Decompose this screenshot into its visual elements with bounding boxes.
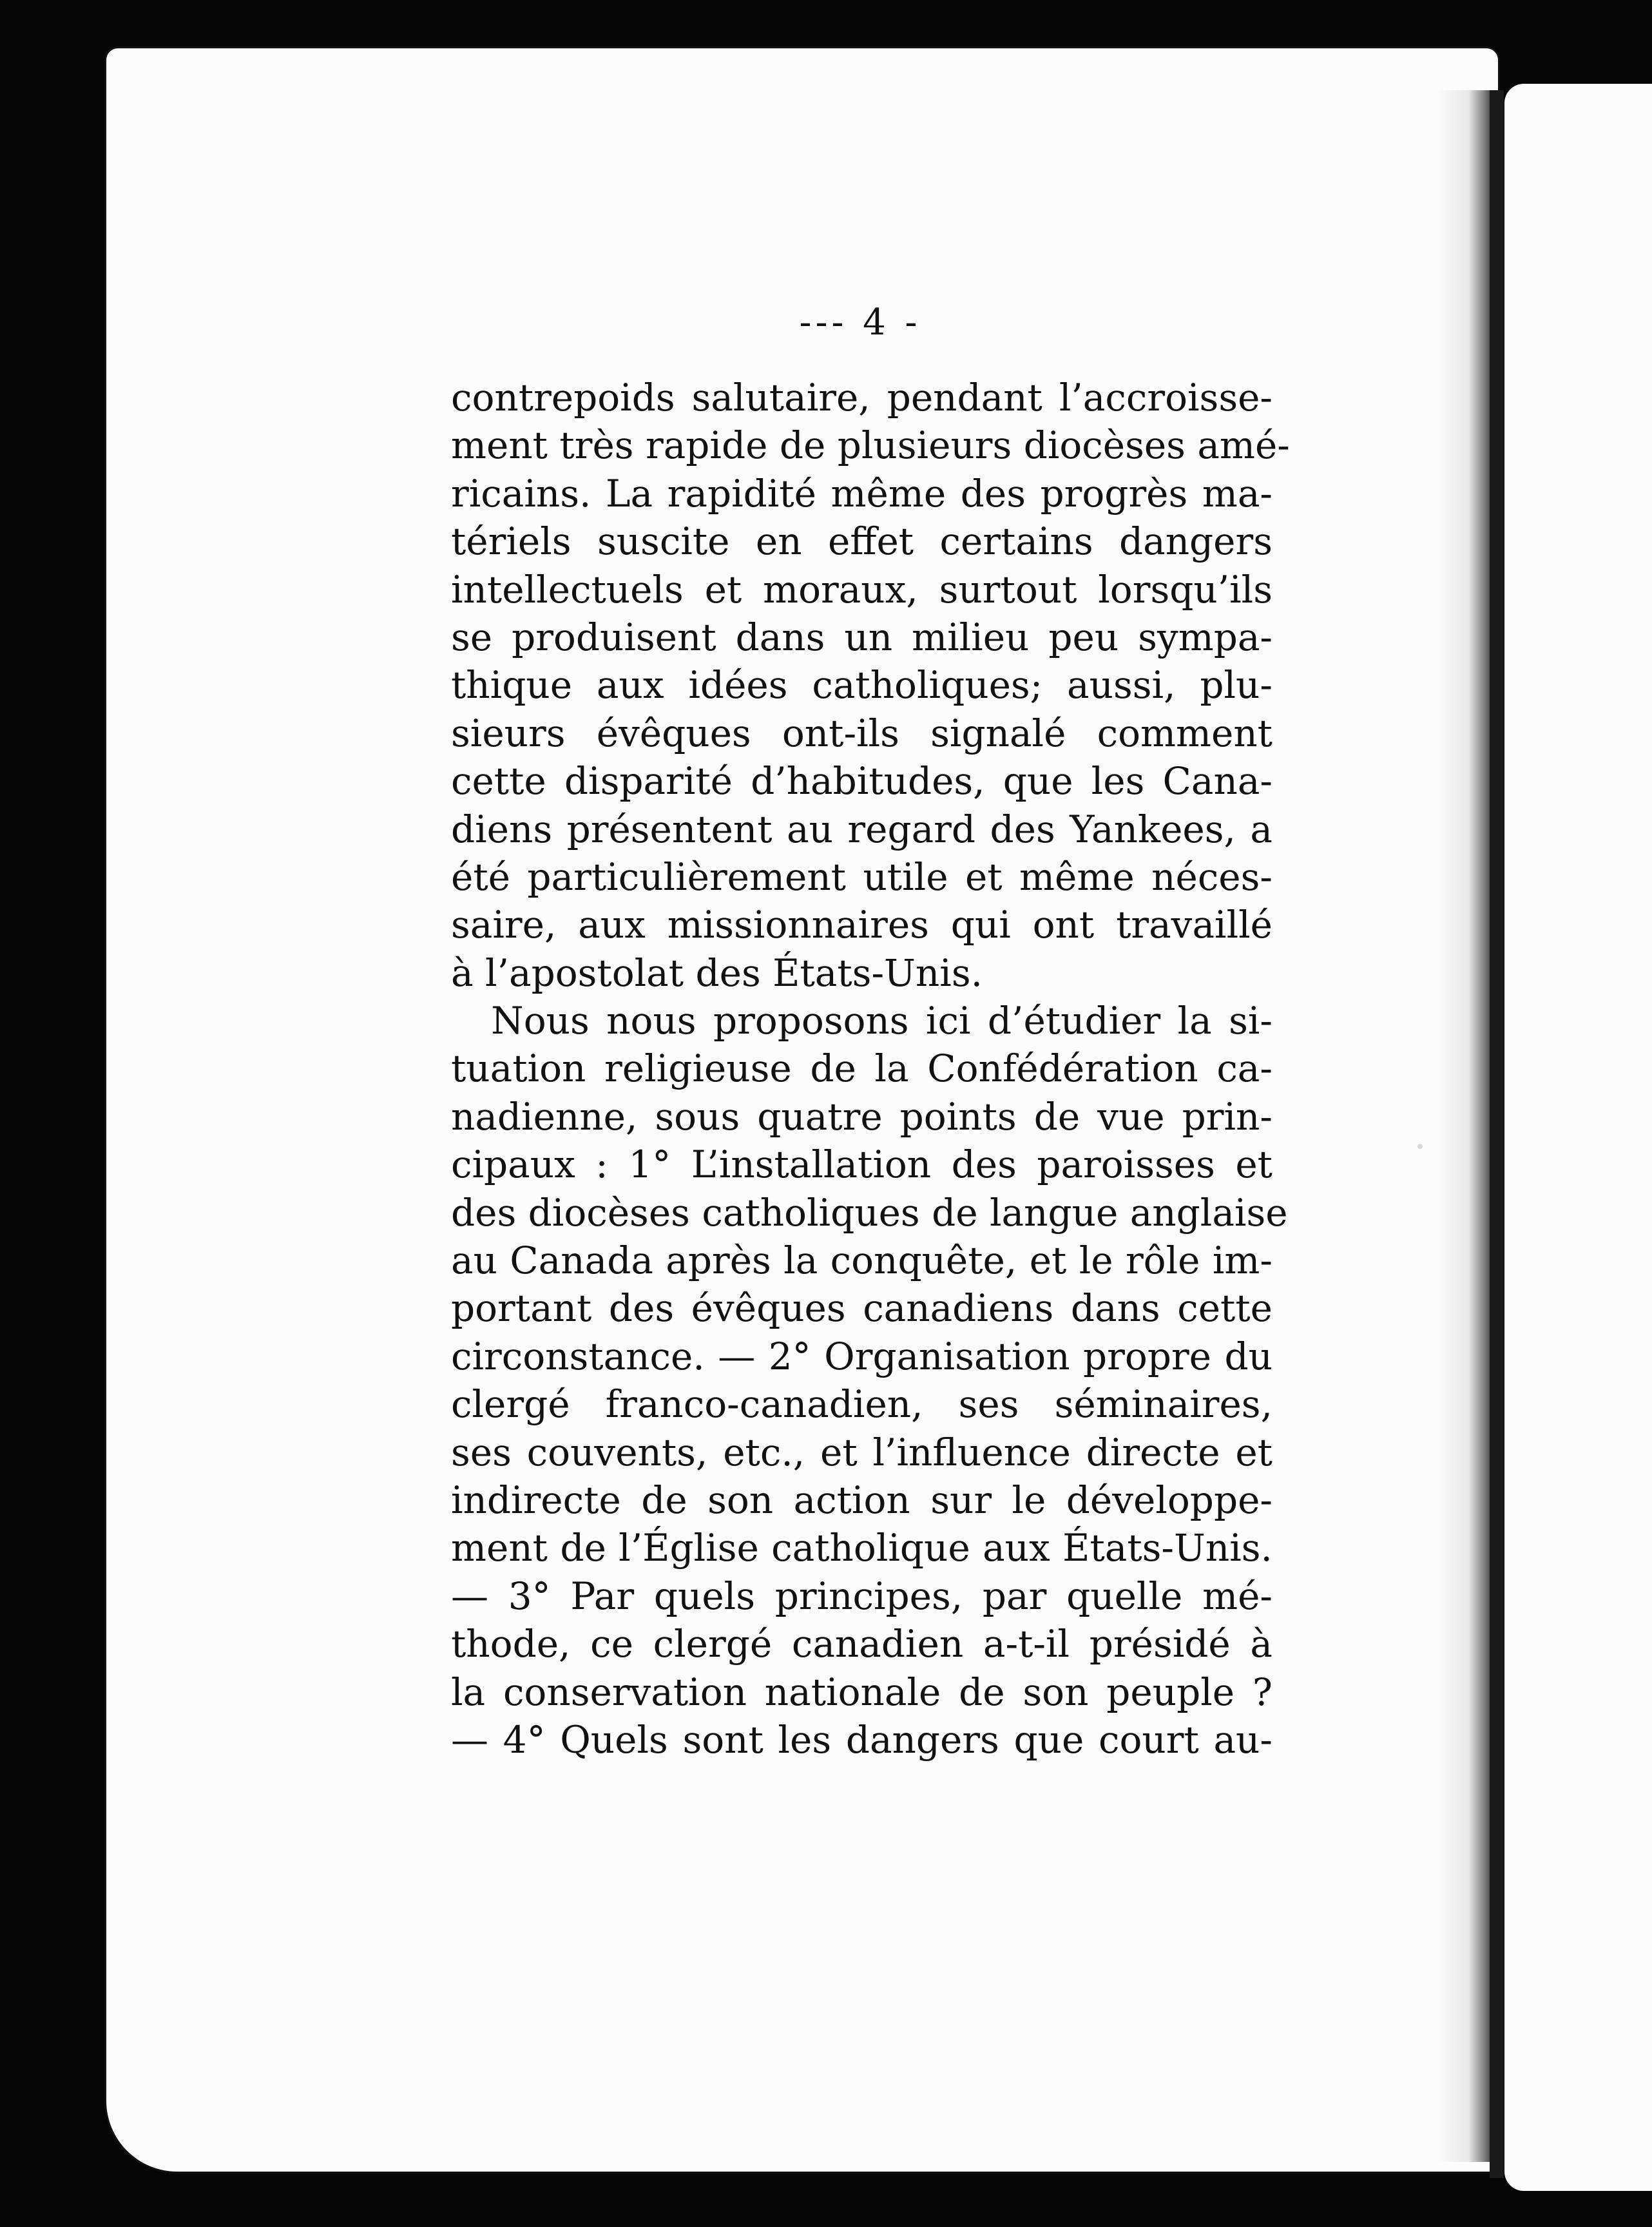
paper-speck [1417, 1144, 1423, 1149]
text-line: portant des évêques canadiens dans cette [451, 1286, 1273, 1331]
text-line: ricains. La rapidité même des progrès ma- [451, 471, 1273, 516]
text-line: intellectuels et moraux, surtout lorsqu’ils [451, 567, 1273, 612]
text-line: ment de l’Église catholique aux États-Unis. [451, 1526, 1273, 1570]
text-line: — 3° Par quels principes, par quelle mé- [451, 1574, 1273, 1618]
facing-page-edge [1504, 84, 1652, 2191]
text-line: thode, ce clergé canadien a-t-il présidé à [451, 1622, 1273, 1666]
text-line: Nous nous proposons ici d’étudier la si- [491, 999, 1273, 1043]
text-line: contrepoids salutaire, pendant l’accroisse- [451, 376, 1273, 419]
body-text [451, 374, 1290, 1764]
text-line: se produisent dans un milieu peu sympa- [451, 615, 1273, 659]
text-line: à l’apostolat des États-Unis. [451, 950, 983, 995]
text-line: cipaux : 1° L’installation des paroisses et [451, 1142, 1273, 1187]
text-line: sieurs évêques ont-ils signalé comment [451, 711, 1273, 755]
text-line: été particulièrement utile et même néces- [451, 854, 1273, 899]
text-line: tuation religieuse de la Confédération ca- [451, 1046, 1273, 1091]
text-line: saire, aux missionnaires qui ont travaillé [451, 903, 1273, 947]
text-line: la conservation nationale de son peuple ? [451, 1670, 1273, 1714]
text-line: thique aux idées catholiques; aussi, plu- [451, 663, 1273, 708]
text-line: — 4° Quels sont les dangers que court au- [451, 1717, 1273, 1762]
binding-edge [1490, 90, 1504, 2178]
text-line: ment très rapide de plusieurs diocèses amé- [451, 423, 1290, 468]
text-line: diens présentent au regard des Yankees, a [451, 807, 1273, 851]
text-line: nadienne, sous quatre points de vue prin- [451, 1094, 1273, 1139]
text-line: ses couvents, etc., et l’influence directe et [451, 1430, 1273, 1474]
text-line: tériels suscite en effet certains dangers [451, 519, 1273, 564]
page-number: --- 4 - [799, 302, 921, 343]
text-line: des diocèses catholiques de langue anglaise [451, 1190, 1288, 1235]
text-line: clergé franco-canadien, ses séminaires, [451, 1382, 1273, 1427]
text-line: au Canada après la conquête, et le rôle im- [451, 1239, 1273, 1283]
text-line: cette disparité d’habitudes, que les Cana- [451, 759, 1273, 804]
text-line: circonstance. — 2° Organisation propre du [451, 1334, 1273, 1378]
text-line: indirecte de son action sur le développe- [451, 1478, 1273, 1522]
page-gutter-shadow [1437, 90, 1495, 2162]
